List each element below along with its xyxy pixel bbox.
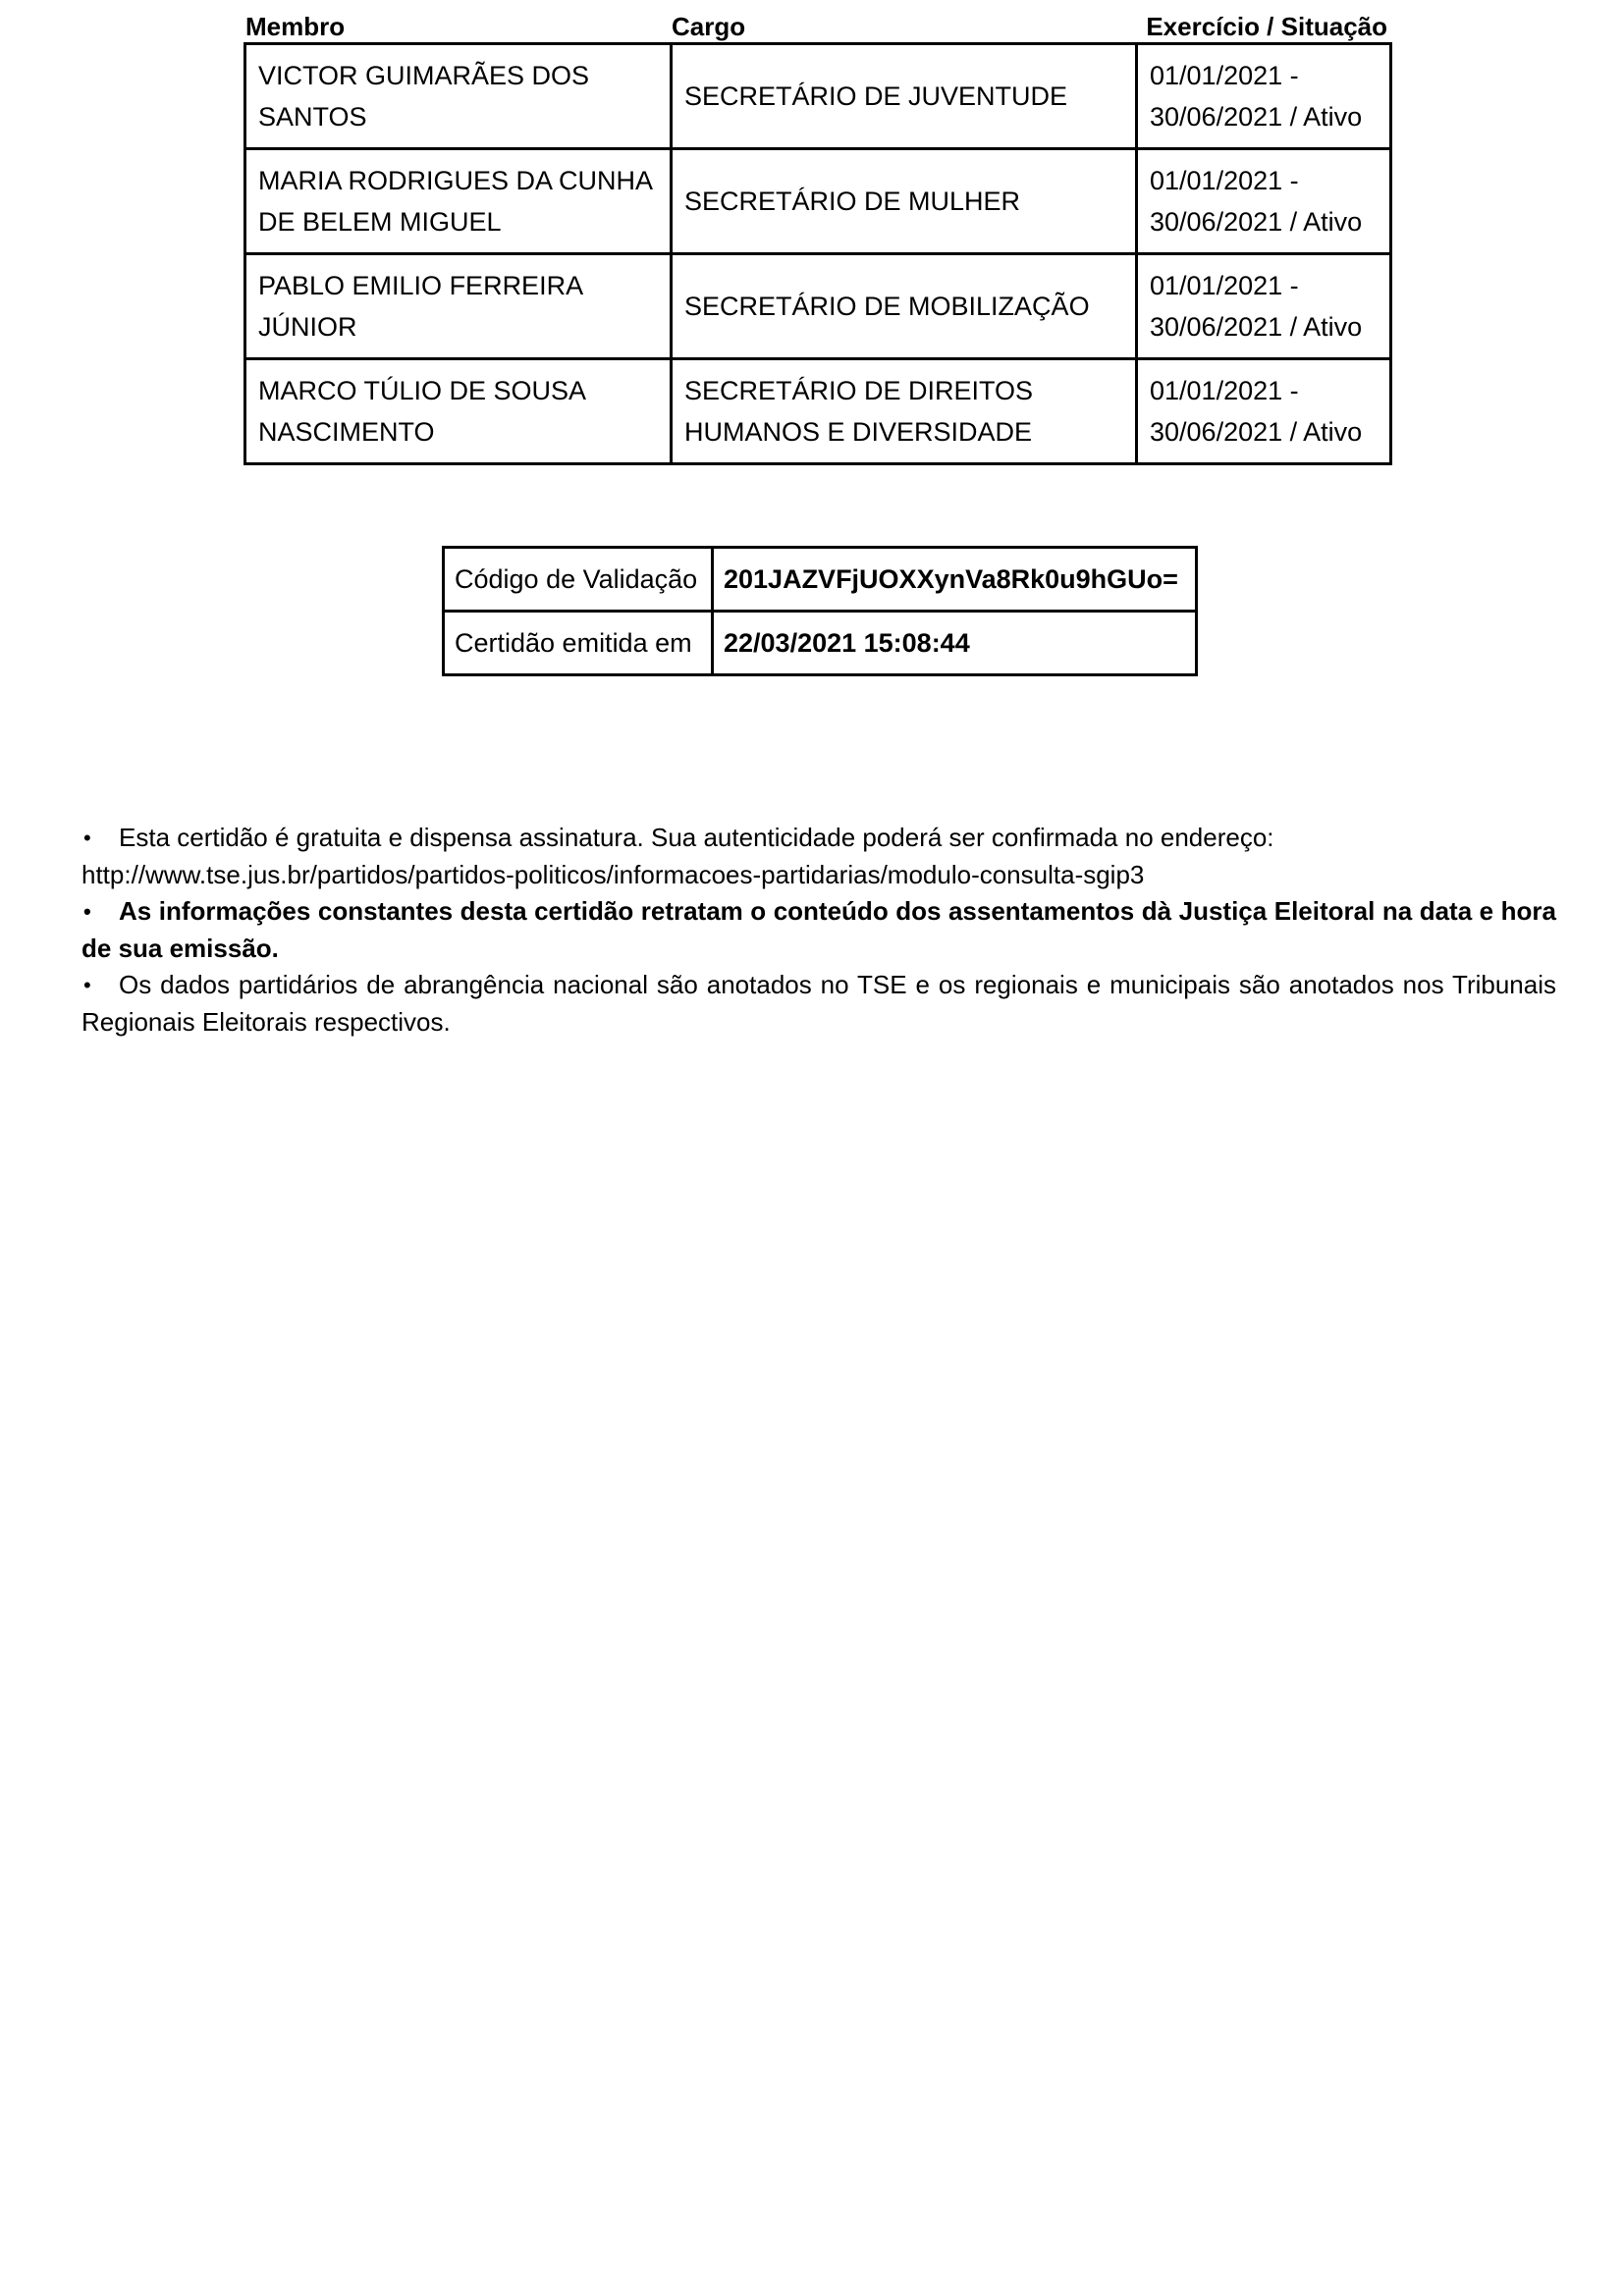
member-role-line: HUMANOS E DIVERSIDADE — [684, 417, 1033, 447]
member-period-cell — [1137, 44, 1391, 149]
member-period-cell — [1137, 149, 1391, 254]
table-row — [245, 254, 1391, 359]
member-period-line: 01/01/2021 - — [1150, 271, 1299, 300]
validation-code-value: 201JAZVFjUOXXynVa8Rk0u9hGUo= — [713, 548, 1197, 612]
issued-date-value: 22/03/2021 15:08:44 — [713, 612, 1197, 675]
notes-section — [81, 820, 1556, 1041]
bullet-icon: • — [83, 973, 91, 997]
member-period-line: 30/06/2021 / Ativo — [1150, 102, 1363, 132]
member-name-line: MARCO TÚLIO DE SOUSA — [258, 376, 587, 405]
members-table — [243, 42, 1392, 465]
note-authenticity — [81, 820, 1556, 893]
header-membro: Membro — [245, 12, 346, 41]
member-role-cell — [672, 359, 1137, 464]
member-role-cell — [672, 149, 1137, 254]
member-role-line: SECRETÁRIO DE DIREITOS — [684, 376, 1034, 405]
member-name-line: SANTOS — [258, 102, 367, 132]
note-text: Os dados partidários de abrangência nacional são anotados no TSE e os regionais e municipais são anotados nos Tribunais Regionais Eleitorais respectivos. — [81, 970, 1556, 1037]
validation-section — [442, 546, 1198, 676]
validation-table — [442, 546, 1198, 676]
member-name-line: PABLO EMILIO FERREIRA — [258, 271, 584, 300]
member-period-cell — [1137, 254, 1391, 359]
member-role-cell — [672, 254, 1137, 359]
note-text: Esta certidão é gratuita e dispensa assinatura. Sua autenticidade poderá ser confirmada no endereço: — [119, 823, 1274, 852]
member-period-line: 30/06/2021 / Ativo — [1150, 312, 1363, 342]
note-jurisdiction — [81, 967, 1556, 1041]
member-name-cell — [245, 254, 672, 359]
member-role-line: SECRETÁRIO DE MULHER — [684, 187, 1021, 216]
issued-date-label: Certidão emitida em — [444, 612, 713, 675]
note-content-disclaimer — [81, 893, 1556, 967]
member-role-cell — [672, 44, 1137, 149]
member-name-cell — [245, 149, 672, 254]
table-row — [245, 359, 1391, 464]
header-cargo: Cargo — [672, 12, 746, 41]
member-name-line: NASCIMENTO — [258, 417, 435, 447]
verification-url: http://www.tse.jus.br/partidos/partidos-politicos/informacoes-partidarias/modulo-consulta-sgip3 — [81, 859, 1145, 889]
validation-code-row — [444, 548, 1197, 612]
members-table-header — [243, 0, 1389, 42]
issued-date-row — [444, 612, 1197, 675]
member-name-cell — [245, 44, 672, 149]
table-row — [245, 149, 1391, 254]
note-text: As informações constantes desta certidão retratam o conteúdo dos assentamentos dà Justiça Eleitoral na data e hora de sua emissão. — [81, 896, 1556, 963]
member-name-line: MARIA RODRIGUES DA CUNHA — [258, 166, 654, 195]
member-name-cell — [245, 359, 672, 464]
table-row — [245, 44, 1391, 149]
member-name-line: DE BELEM MIGUEL — [258, 207, 502, 237]
bullet-icon: • — [83, 826, 91, 850]
member-role-line: SECRETÁRIO DE MOBILIZAÇÃO — [684, 292, 1090, 321]
member-period-cell — [1137, 359, 1391, 464]
member-period-line: 30/06/2021 / Ativo — [1150, 417, 1363, 447]
validation-code-label: Código de Validação — [444, 548, 713, 612]
bullet-icon: • — [83, 899, 91, 924]
member-name-line: JÚNIOR — [258, 312, 357, 342]
member-period-line: 01/01/2021 - — [1150, 61, 1299, 90]
member-period-line: 30/06/2021 / Ativo — [1150, 207, 1363, 237]
header-exercicio-situacao: Exercício / Situação — [1146, 12, 1387, 41]
member-role-line: SECRETÁRIO DE JUVENTUDE — [684, 81, 1068, 111]
member-period-line: 01/01/2021 - — [1150, 376, 1299, 405]
member-period-line: 01/01/2021 - — [1150, 166, 1299, 195]
members-section — [243, 0, 1389, 465]
member-name-line: VICTOR GUIMARÃES DOS — [258, 61, 590, 90]
